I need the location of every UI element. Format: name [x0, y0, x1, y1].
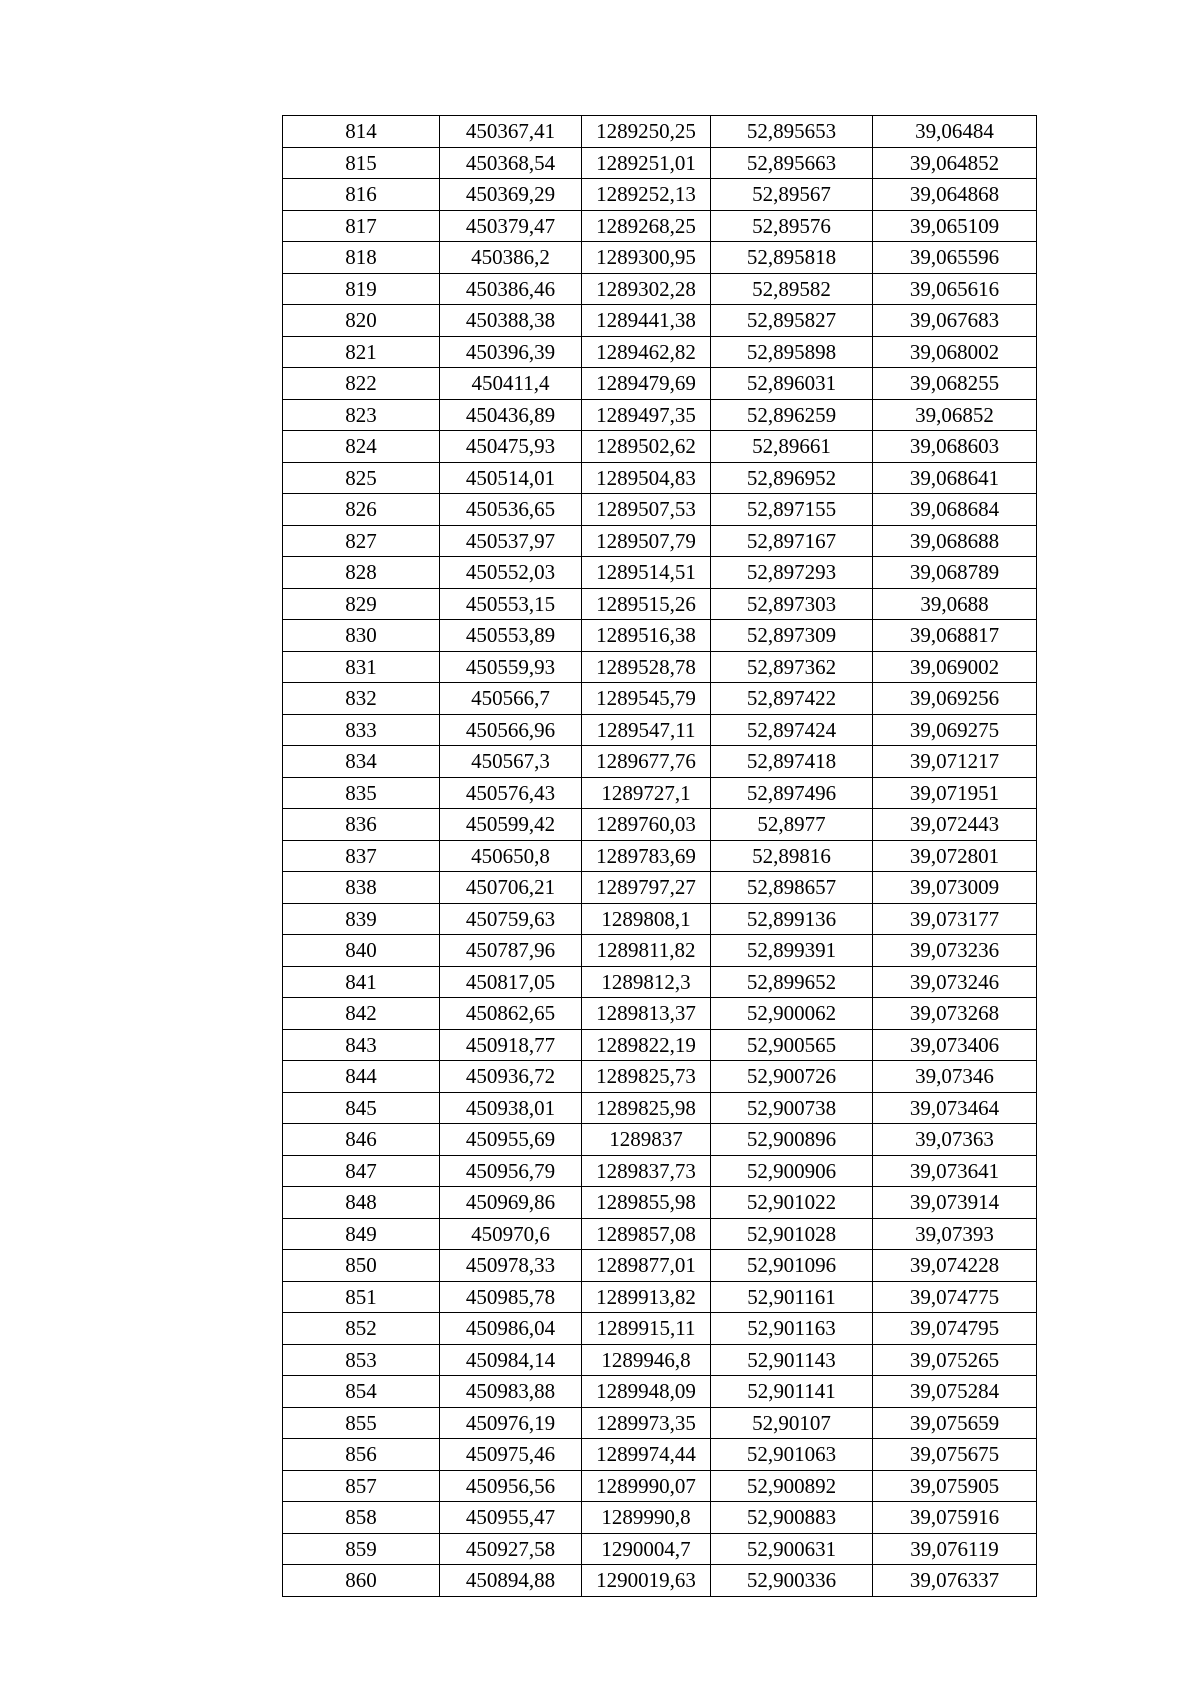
longitude-cell: 39,064868 — [873, 179, 1037, 211]
longitude-cell: 39,06484 — [873, 116, 1037, 148]
y-coordinate-cell: 1289990,07 — [582, 1470, 711, 1502]
y-coordinate-cell: 1289479,69 — [582, 368, 711, 400]
table-row — [283, 147, 1037, 179]
table-row — [283, 1376, 1037, 1408]
latitude-cell: 52,900906 — [711, 1155, 873, 1187]
longitude-cell: 39,073464 — [873, 1092, 1037, 1124]
y-coordinate-cell: 1289811,82 — [582, 935, 711, 967]
table-row — [283, 809, 1037, 841]
x-coordinate-cell: 450386,2 — [440, 242, 582, 274]
latitude-cell: 52,8977 — [711, 809, 873, 841]
longitude-cell: 39,075905 — [873, 1470, 1037, 1502]
y-coordinate-cell: 1289915,11 — [582, 1313, 711, 1345]
latitude-cell: 52,900726 — [711, 1061, 873, 1093]
y-coordinate-cell: 1289797,27 — [582, 872, 711, 904]
latitude-cell: 52,900565 — [711, 1029, 873, 1061]
point-number-cell: 816 — [283, 179, 440, 211]
y-coordinate-cell: 1289825,98 — [582, 1092, 711, 1124]
x-coordinate-cell: 450956,79 — [440, 1155, 582, 1187]
x-coordinate-cell: 450552,03 — [440, 557, 582, 589]
x-coordinate-cell: 450955,69 — [440, 1124, 582, 1156]
longitude-cell: 39,073177 — [873, 903, 1037, 935]
latitude-cell: 52,89582 — [711, 273, 873, 305]
point-number-cell: 836 — [283, 809, 440, 841]
point-number-cell: 814 — [283, 116, 440, 148]
y-coordinate-cell: 1289507,79 — [582, 525, 711, 557]
longitude-cell: 39,068641 — [873, 462, 1037, 494]
table-row — [283, 1250, 1037, 1282]
longitude-cell: 39,069256 — [873, 683, 1037, 715]
latitude-cell: 52,89816 — [711, 840, 873, 872]
table-row — [283, 998, 1037, 1030]
latitude-cell: 52,901161 — [711, 1281, 873, 1313]
latitude-cell: 52,897496 — [711, 777, 873, 809]
longitude-cell: 39,075659 — [873, 1407, 1037, 1439]
y-coordinate-cell: 1289813,37 — [582, 998, 711, 1030]
y-coordinate-cell: 1289812,3 — [582, 966, 711, 998]
point-number-cell: 841 — [283, 966, 440, 998]
y-coordinate-cell: 1289514,51 — [582, 557, 711, 589]
y-coordinate-cell: 1289837,73 — [582, 1155, 711, 1187]
latitude-cell: 52,897424 — [711, 714, 873, 746]
y-coordinate-cell: 1289515,26 — [582, 588, 711, 620]
table-row — [283, 399, 1037, 431]
x-coordinate-cell: 450514,01 — [440, 462, 582, 494]
x-coordinate-cell: 450386,46 — [440, 273, 582, 305]
x-coordinate-cell: 450975,46 — [440, 1439, 582, 1471]
latitude-cell: 52,901063 — [711, 1439, 873, 1471]
x-coordinate-cell: 450553,89 — [440, 620, 582, 652]
x-coordinate-cell: 450759,63 — [440, 903, 582, 935]
point-number-cell: 858 — [283, 1502, 440, 1534]
y-coordinate-cell: 1289946,8 — [582, 1344, 711, 1376]
table-row — [283, 305, 1037, 337]
longitude-cell: 39,076337 — [873, 1565, 1037, 1597]
latitude-cell: 52,900892 — [711, 1470, 873, 1502]
point-number-cell: 835 — [283, 777, 440, 809]
point-number-cell: 840 — [283, 935, 440, 967]
latitude-cell: 52,901163 — [711, 1313, 873, 1345]
table-row — [283, 872, 1037, 904]
point-number-cell: 823 — [283, 399, 440, 431]
table-row — [283, 1407, 1037, 1439]
y-coordinate-cell: 1289825,73 — [582, 1061, 711, 1093]
latitude-cell: 52,901096 — [711, 1250, 873, 1282]
x-coordinate-cell: 450918,77 — [440, 1029, 582, 1061]
x-coordinate-cell: 450367,41 — [440, 116, 582, 148]
x-coordinate-cell: 450969,86 — [440, 1187, 582, 1219]
point-number-cell: 846 — [283, 1124, 440, 1156]
table-row — [283, 935, 1037, 967]
latitude-cell: 52,900738 — [711, 1092, 873, 1124]
longitude-cell: 39,073641 — [873, 1155, 1037, 1187]
y-coordinate-cell: 1290019,63 — [582, 1565, 711, 1597]
latitude-cell: 52,897293 — [711, 557, 873, 589]
point-number-cell: 834 — [283, 746, 440, 778]
point-number-cell: 827 — [283, 525, 440, 557]
x-coordinate-cell: 450927,58 — [440, 1533, 582, 1565]
point-number-cell: 849 — [283, 1218, 440, 1250]
latitude-cell: 52,901143 — [711, 1344, 873, 1376]
y-coordinate-cell: 1289497,35 — [582, 399, 711, 431]
latitude-cell: 52,89661 — [711, 431, 873, 463]
y-coordinate-cell: 1289251,01 — [582, 147, 711, 179]
x-coordinate-cell: 450955,47 — [440, 1502, 582, 1534]
latitude-cell: 52,897155 — [711, 494, 873, 526]
point-number-cell: 818 — [283, 242, 440, 274]
x-coordinate-cell: 450936,72 — [440, 1061, 582, 1093]
latitude-cell: 52,897418 — [711, 746, 873, 778]
longitude-cell: 39,075265 — [873, 1344, 1037, 1376]
longitude-cell: 39,067683 — [873, 305, 1037, 337]
x-coordinate-cell: 450368,54 — [440, 147, 582, 179]
y-coordinate-cell: 1289302,28 — [582, 273, 711, 305]
y-coordinate-cell: 1289974,44 — [582, 1439, 711, 1471]
table-row — [283, 1533, 1037, 1565]
point-number-cell: 850 — [283, 1250, 440, 1282]
y-coordinate-cell: 1289948,09 — [582, 1376, 711, 1408]
y-coordinate-cell: 1289677,76 — [582, 746, 711, 778]
x-coordinate-cell: 450862,65 — [440, 998, 582, 1030]
latitude-cell: 52,899652 — [711, 966, 873, 998]
table-row — [283, 431, 1037, 463]
table-row — [283, 1187, 1037, 1219]
y-coordinate-cell: 1289250,25 — [582, 116, 711, 148]
table-row — [283, 903, 1037, 935]
longitude-cell: 39,068688 — [873, 525, 1037, 557]
latitude-cell: 52,895898 — [711, 336, 873, 368]
x-coordinate-cell: 450650,8 — [440, 840, 582, 872]
x-coordinate-cell: 450396,39 — [440, 336, 582, 368]
y-coordinate-cell: 1289252,13 — [582, 179, 711, 211]
latitude-cell: 52,897422 — [711, 683, 873, 715]
y-coordinate-cell: 1289822,19 — [582, 1029, 711, 1061]
point-number-cell: 851 — [283, 1281, 440, 1313]
longitude-cell: 39,075284 — [873, 1376, 1037, 1408]
latitude-cell: 52,897303 — [711, 588, 873, 620]
longitude-cell: 39,075675 — [873, 1439, 1037, 1471]
longitude-cell: 39,073406 — [873, 1029, 1037, 1061]
x-coordinate-cell: 450938,01 — [440, 1092, 582, 1124]
table-row — [283, 210, 1037, 242]
point-number-cell: 815 — [283, 147, 440, 179]
table-row — [283, 336, 1037, 368]
table-row — [283, 1502, 1037, 1534]
longitude-cell: 39,071217 — [873, 746, 1037, 778]
longitude-cell: 39,074795 — [873, 1313, 1037, 1345]
point-number-cell: 822 — [283, 368, 440, 400]
point-number-cell: 829 — [283, 588, 440, 620]
longitude-cell: 39,069002 — [873, 651, 1037, 683]
longitude-cell: 39,069275 — [873, 714, 1037, 746]
table-row — [283, 1344, 1037, 1376]
latitude-cell: 52,901141 — [711, 1376, 873, 1408]
longitude-cell: 39,073246 — [873, 966, 1037, 998]
longitude-cell: 39,072443 — [873, 809, 1037, 841]
longitude-cell: 39,07346 — [873, 1061, 1037, 1093]
latitude-cell: 52,89567 — [711, 179, 873, 211]
table-row — [283, 966, 1037, 998]
table-row — [283, 746, 1037, 778]
latitude-cell: 52,900062 — [711, 998, 873, 1030]
longitude-cell: 39,075916 — [873, 1502, 1037, 1534]
point-number-cell: 825 — [283, 462, 440, 494]
latitude-cell: 52,895827 — [711, 305, 873, 337]
point-number-cell: 830 — [283, 620, 440, 652]
table-row — [283, 273, 1037, 305]
point-number-cell: 854 — [283, 1376, 440, 1408]
x-coordinate-cell: 450894,88 — [440, 1565, 582, 1597]
table-row — [283, 462, 1037, 494]
latitude-cell: 52,89576 — [711, 210, 873, 242]
x-coordinate-cell: 450985,78 — [440, 1281, 582, 1313]
x-coordinate-cell: 450976,19 — [440, 1407, 582, 1439]
latitude-cell: 52,901022 — [711, 1187, 873, 1219]
longitude-cell: 39,068684 — [873, 494, 1037, 526]
table-row — [283, 777, 1037, 809]
table-row — [283, 1281, 1037, 1313]
table-row — [283, 525, 1037, 557]
latitude-cell: 52,90107 — [711, 1407, 873, 1439]
longitude-cell: 39,071951 — [873, 777, 1037, 809]
table-row — [283, 1439, 1037, 1471]
y-coordinate-cell: 1289877,01 — [582, 1250, 711, 1282]
table-row — [283, 588, 1037, 620]
x-coordinate-cell: 450576,43 — [440, 777, 582, 809]
y-coordinate-cell: 1289837 — [582, 1124, 711, 1156]
point-number-cell: 826 — [283, 494, 440, 526]
point-number-cell: 817 — [283, 210, 440, 242]
x-coordinate-cell: 450983,88 — [440, 1376, 582, 1408]
y-coordinate-cell: 1289507,53 — [582, 494, 711, 526]
latitude-cell: 52,899136 — [711, 903, 873, 935]
latitude-cell: 52,897362 — [711, 651, 873, 683]
longitude-cell: 39,068002 — [873, 336, 1037, 368]
point-number-cell: 832 — [283, 683, 440, 715]
point-number-cell: 856 — [283, 1439, 440, 1471]
longitude-cell: 39,07363 — [873, 1124, 1037, 1156]
point-number-cell: 831 — [283, 651, 440, 683]
y-coordinate-cell: 1289855,98 — [582, 1187, 711, 1219]
point-number-cell: 852 — [283, 1313, 440, 1345]
latitude-cell: 52,895663 — [711, 147, 873, 179]
longitude-cell: 39,076119 — [873, 1533, 1037, 1565]
longitude-cell: 39,06852 — [873, 399, 1037, 431]
x-coordinate-cell: 450984,14 — [440, 1344, 582, 1376]
table-row — [283, 1092, 1037, 1124]
y-coordinate-cell: 1289783,69 — [582, 840, 711, 872]
point-number-cell: 821 — [283, 336, 440, 368]
table-row — [283, 1565, 1037, 1597]
longitude-cell: 39,0688 — [873, 588, 1037, 620]
table-row — [283, 1061, 1037, 1093]
latitude-cell: 52,895653 — [711, 116, 873, 148]
longitude-cell: 39,073268 — [873, 998, 1037, 1030]
x-coordinate-cell: 450388,38 — [440, 305, 582, 337]
y-coordinate-cell: 1289528,78 — [582, 651, 711, 683]
x-coordinate-cell: 450566,96 — [440, 714, 582, 746]
longitude-cell: 39,065616 — [873, 273, 1037, 305]
point-number-cell: 853 — [283, 1344, 440, 1376]
latitude-cell: 52,901028 — [711, 1218, 873, 1250]
table-row — [283, 116, 1037, 148]
y-coordinate-cell: 1289857,08 — [582, 1218, 711, 1250]
point-number-cell: 855 — [283, 1407, 440, 1439]
point-number-cell: 848 — [283, 1187, 440, 1219]
point-number-cell: 838 — [283, 872, 440, 904]
longitude-cell: 39,068817 — [873, 620, 1037, 652]
table-row — [283, 683, 1037, 715]
latitude-cell: 52,897309 — [711, 620, 873, 652]
table-row — [283, 651, 1037, 683]
x-coordinate-cell: 450986,04 — [440, 1313, 582, 1345]
table-row — [283, 1124, 1037, 1156]
x-coordinate-cell: 450567,3 — [440, 746, 582, 778]
table-row — [283, 714, 1037, 746]
point-number-cell: 837 — [283, 840, 440, 872]
y-coordinate-cell: 1289545,79 — [582, 683, 711, 715]
x-coordinate-cell: 450978,33 — [440, 1250, 582, 1282]
latitude-cell: 52,896259 — [711, 399, 873, 431]
x-coordinate-cell: 450475,93 — [440, 431, 582, 463]
latitude-cell: 52,900631 — [711, 1533, 873, 1565]
x-coordinate-cell: 450599,42 — [440, 809, 582, 841]
point-number-cell: 833 — [283, 714, 440, 746]
point-number-cell: 857 — [283, 1470, 440, 1502]
latitude-cell: 52,896031 — [711, 368, 873, 400]
table-row — [283, 557, 1037, 589]
y-coordinate-cell: 1289547,11 — [582, 714, 711, 746]
latitude-cell: 52,900336 — [711, 1565, 873, 1597]
latitude-cell: 52,898657 — [711, 872, 873, 904]
y-coordinate-cell: 1289727,1 — [582, 777, 711, 809]
longitude-cell: 39,073914 — [873, 1187, 1037, 1219]
point-number-cell: 843 — [283, 1029, 440, 1061]
y-coordinate-cell: 1289268,25 — [582, 210, 711, 242]
x-coordinate-cell: 450536,65 — [440, 494, 582, 526]
x-coordinate-cell: 450817,05 — [440, 966, 582, 998]
point-number-cell: 845 — [283, 1092, 440, 1124]
y-coordinate-cell: 1289808,1 — [582, 903, 711, 935]
y-coordinate-cell: 1289504,83 — [582, 462, 711, 494]
y-coordinate-cell: 1289516,38 — [582, 620, 711, 652]
point-number-cell: 839 — [283, 903, 440, 935]
table-row — [283, 179, 1037, 211]
y-coordinate-cell: 1289760,03 — [582, 809, 711, 841]
point-number-cell: 819 — [283, 273, 440, 305]
y-coordinate-cell: 1289462,82 — [582, 336, 711, 368]
latitude-cell: 52,897167 — [711, 525, 873, 557]
y-coordinate-cell: 1289973,35 — [582, 1407, 711, 1439]
table-row — [283, 494, 1037, 526]
x-coordinate-cell: 450566,7 — [440, 683, 582, 715]
longitude-cell: 39,065596 — [873, 242, 1037, 274]
longitude-cell: 39,074228 — [873, 1250, 1037, 1282]
coordinates-table-body — [283, 116, 1037, 1597]
longitude-cell: 39,073236 — [873, 935, 1037, 967]
y-coordinate-cell: 1289300,95 — [582, 242, 711, 274]
y-coordinate-cell: 1289441,38 — [582, 305, 711, 337]
table-row — [283, 1313, 1037, 1345]
coordinates-table — [282, 115, 1037, 1597]
latitude-cell: 52,899391 — [711, 935, 873, 967]
table-row — [283, 620, 1037, 652]
x-coordinate-cell: 450706,21 — [440, 872, 582, 904]
table-row — [283, 840, 1037, 872]
y-coordinate-cell: 1289913,82 — [582, 1281, 711, 1313]
x-coordinate-cell: 450970,6 — [440, 1218, 582, 1250]
point-number-cell: 828 — [283, 557, 440, 589]
table-row — [283, 242, 1037, 274]
x-coordinate-cell: 450537,97 — [440, 525, 582, 557]
point-number-cell: 824 — [283, 431, 440, 463]
point-number-cell: 847 — [283, 1155, 440, 1187]
longitude-cell: 39,065109 — [873, 210, 1037, 242]
table-row — [283, 1218, 1037, 1250]
y-coordinate-cell: 1289502,62 — [582, 431, 711, 463]
longitude-cell: 39,068603 — [873, 431, 1037, 463]
x-coordinate-cell: 450379,47 — [440, 210, 582, 242]
latitude-cell: 52,900883 — [711, 1502, 873, 1534]
latitude-cell: 52,896952 — [711, 462, 873, 494]
longitude-cell: 39,064852 — [873, 147, 1037, 179]
point-number-cell: 820 — [283, 305, 440, 337]
longitude-cell: 39,07393 — [873, 1218, 1037, 1250]
latitude-cell: 52,900896 — [711, 1124, 873, 1156]
latitude-cell: 52,895818 — [711, 242, 873, 274]
longitude-cell: 39,072801 — [873, 840, 1037, 872]
x-coordinate-cell: 450369,29 — [440, 179, 582, 211]
point-number-cell: 860 — [283, 1565, 440, 1597]
table-row — [283, 1470, 1037, 1502]
longitude-cell: 39,074775 — [873, 1281, 1037, 1313]
point-number-cell: 842 — [283, 998, 440, 1030]
x-coordinate-cell: 450553,15 — [440, 588, 582, 620]
x-coordinate-cell: 450956,56 — [440, 1470, 582, 1502]
longitude-cell: 39,073009 — [873, 872, 1037, 904]
table-row — [283, 1155, 1037, 1187]
table-row — [283, 1029, 1037, 1061]
x-coordinate-cell: 450787,96 — [440, 935, 582, 967]
longitude-cell: 39,068789 — [873, 557, 1037, 589]
point-number-cell: 844 — [283, 1061, 440, 1093]
x-coordinate-cell: 450411,4 — [440, 368, 582, 400]
table-row — [283, 368, 1037, 400]
x-coordinate-cell: 450559,93 — [440, 651, 582, 683]
longitude-cell: 39,068255 — [873, 368, 1037, 400]
x-coordinate-cell: 450436,89 — [440, 399, 582, 431]
y-coordinate-cell: 1289990,8 — [582, 1502, 711, 1534]
y-coordinate-cell: 1290004,7 — [582, 1533, 711, 1565]
point-number-cell: 859 — [283, 1533, 440, 1565]
